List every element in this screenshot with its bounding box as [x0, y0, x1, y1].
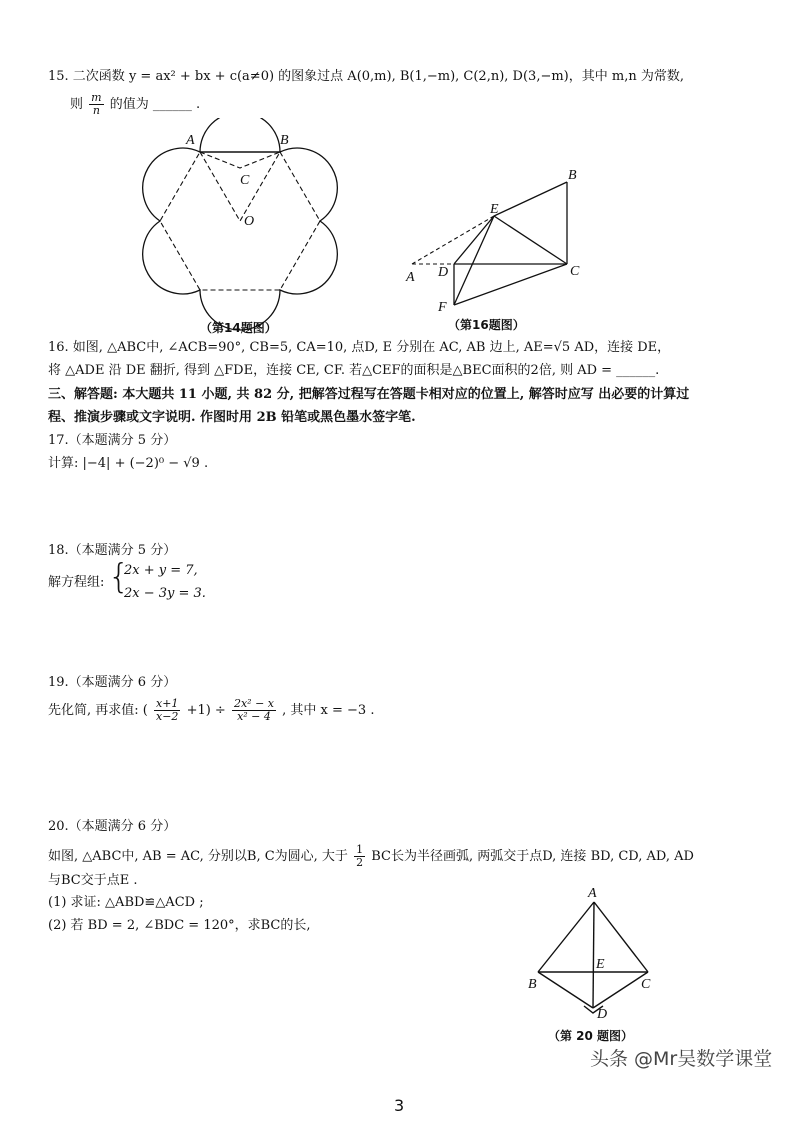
- q17-header: 17.（本题满分 5 分）: [48, 433, 177, 448]
- q20-part2: (2) 若 BD = 2, ∠BDC = 120°，求BC的长,: [48, 918, 311, 933]
- q19-fraction-2: [232, 698, 276, 723]
- fig14-label-b: B: [280, 133, 289, 148]
- section3-line2: 程、推演步骤或文字说明. 作图时用 2B 铅笔或黑色墨水签字笔.: [48, 410, 416, 425]
- fig16-segment-eb: [494, 182, 567, 216]
- fig16-label-c: C: [570, 264, 580, 279]
- q20-header: 20.（本题满分 6 分）: [48, 819, 177, 834]
- q20-line1-prefix: 如图, △ABC中, AB = AC, 分别以B, C为圆心, 大于: [48, 849, 348, 864]
- fig20-label-e: E: [596, 957, 605, 972]
- q15-line2-prefix: 则: [70, 97, 84, 112]
- q18-prefix: 解方程组:: [48, 575, 105, 590]
- fig16-caption: （第16题图）: [448, 318, 525, 332]
- q19-f2-num: 2x² − x: [233, 697, 274, 710]
- q15-fraction: [89, 92, 103, 117]
- fig16-dashed-ade: [412, 216, 494, 264]
- q18-header: 18.（本题满分 5 分）: [48, 543, 177, 558]
- q19-mid: +1) ÷: [186, 703, 226, 718]
- fig16-segment-de: [454, 216, 494, 264]
- q20-line1-suffix: BC长为半径画弧, 两弧交于点D, 连接 BD, CD, AD, AD: [371, 849, 694, 864]
- q18-eq2: 2x − 3y = 3.: [124, 586, 206, 601]
- fig20-segment-bd: [538, 972, 593, 1008]
- q17-body: 计算: |−4| + (−2)⁰ − √9 .: [48, 456, 209, 471]
- q15-frac-num: m: [91, 91, 102, 104]
- watermark: 头条 @Mr吴数学课堂: [590, 1048, 773, 1070]
- q19-f1-den: x−2: [156, 710, 179, 723]
- q19-fraction-1: [154, 698, 180, 723]
- fig20-label-a: A: [588, 886, 597, 901]
- q15-line1: 15. 二次函数 y = ax² + bx + c(a≠0) 的图象过点 A(0,m), B(1,−m), C(2,n), D(3,−m)，其中 m,n 为常数,: [48, 69, 684, 84]
- q16-line2: 将 △ADE 沿 DE 翻折, 得到 △FDE，连接 CE, CF. 若△CEF的面积是△BEC面积的2倍, 则 AD = ______.: [48, 363, 660, 378]
- q20-part1: (1) 求证: △ABD≌△ACD ;: [48, 895, 204, 910]
- q19-f2-den: x² − 4: [237, 710, 271, 723]
- q19-body: [48, 698, 374, 723]
- fig16-segment-ec: [494, 216, 567, 264]
- q19-header: 19.（本题满分 6 分）: [48, 675, 177, 690]
- fig20-caption: （第 20 题图）: [548, 1029, 634, 1043]
- fig16-label-f: F: [438, 300, 447, 315]
- fig16-label-a: A: [406, 270, 415, 285]
- fig14-label-a: A: [186, 133, 195, 148]
- fig20-label-c: C: [641, 977, 651, 992]
- fig20-segment-ad: [593, 902, 594, 1008]
- fig16-segment-fe: [454, 216, 494, 305]
- fig20-segment-ab: [538, 902, 594, 972]
- q18-eq1: 2x + y = 7,: [124, 563, 198, 578]
- fig14-label-o: O: [244, 214, 255, 229]
- fig14-flower-outline: [143, 118, 338, 330]
- q19-suffix: , 其中 x = −3 .: [282, 703, 375, 718]
- q15-line2: [70, 92, 200, 117]
- figure-20: [520, 880, 670, 1052]
- q19-prefix: 先化简, 再求值: (: [48, 703, 148, 718]
- q18-brace: {: [108, 557, 130, 597]
- fig20-segment-cd: [593, 972, 648, 1008]
- fig14-triangle-abc: [200, 152, 280, 168]
- fig16-segment-fc: [454, 264, 567, 305]
- fig16-label-e: E: [490, 202, 499, 217]
- q20-half-num: 1: [356, 843, 364, 856]
- q15-line2-suffix: 的值为 ______ .: [109, 97, 201, 112]
- section3-line1: 三、解答题: 本大题共 11 小题, 共 82 分, 把解答过程写在答题卡相对应的位置上, 解答时应写 出必要的计算过: [48, 387, 690, 402]
- figure-14: [140, 118, 340, 338]
- q16-line1: 16. 如图, △ABC中, ∠ACB=90°, CB=5, CA=10, 点D, E 分别在 AC, AB 边上, AE=√5 AD，连接 DE，: [48, 340, 671, 355]
- fig16-label-b: B: [568, 168, 577, 183]
- q20-line2: 与BC交于点E .: [48, 873, 138, 888]
- fig20-label-d: D: [597, 1007, 608, 1022]
- q20-half-den: 2: [356, 856, 364, 869]
- figure-16: [398, 160, 598, 335]
- fig16-label-d: D: [438, 265, 449, 280]
- q20-line1: [48, 844, 694, 869]
- fig14-caption: （第14题图）: [200, 321, 277, 335]
- q15-frac-den: n: [92, 104, 100, 117]
- q20-half-fraction: [354, 844, 365, 869]
- fig20-label-b: B: [528, 977, 537, 992]
- q19-f1-num: x+1: [156, 697, 179, 710]
- page-number: 3: [394, 1096, 405, 1115]
- fig14-label-c: C: [240, 173, 250, 188]
